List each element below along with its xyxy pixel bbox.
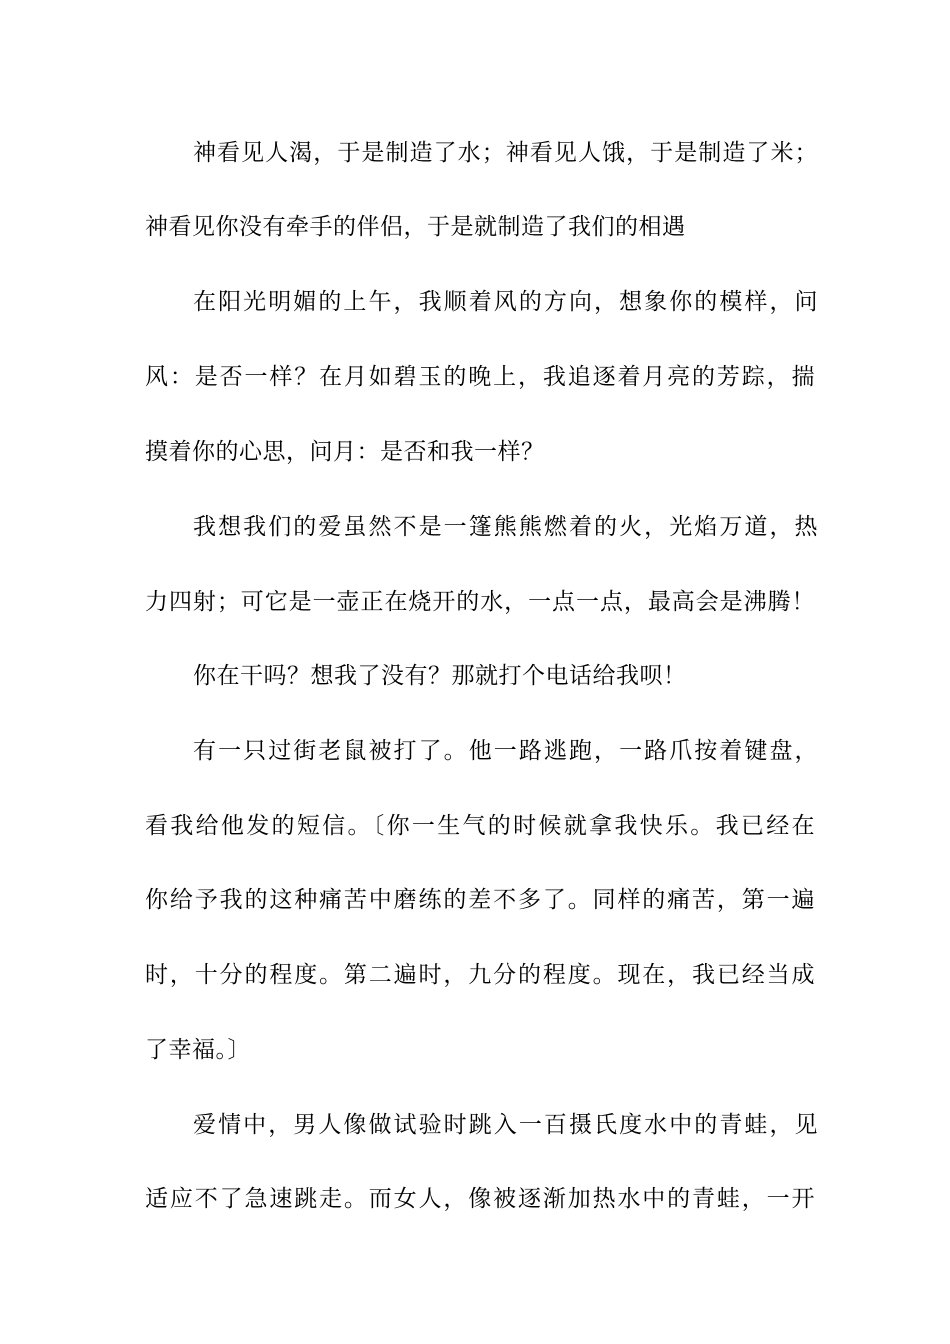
paragraph-1-line-2: 神看见你没有牵手的伴侣，于是就制造了我们的相遇 xyxy=(145,214,686,240)
paragraph-6-line-2: 适应不了急速跳走。而女人，像被逐渐加热水中的青蛙，一开 xyxy=(145,1186,815,1212)
paragraph-3-line-1: 我想我们的爱虽然不是一篷熊熊燃着的火，光焰万道，热 xyxy=(193,514,818,540)
paragraph-2-line-1: 在阳光明媚的上午，我顺着风的方向，想象你的模样，问 xyxy=(193,289,818,315)
paragraph-2-line-3: 摸着你的心思，问月：是否和我一样？ xyxy=(145,439,545,465)
paragraph-3-line-2: 力四射；可它是一壶正在烧开的水，一点一点，最高会是沸腾！ xyxy=(145,589,815,615)
paragraph-4-line-1: 你在干吗？想我了没有？那就打个电话给我呗！ xyxy=(193,663,687,689)
paragraph-5-line-2: 看我给他发的短信。〔你一生气的时候就拿我快乐。我已经在 xyxy=(145,813,815,839)
paragraph-5-line-4: 时，十分的程度。第二遍时，九分的程度。现在，我已经当成 xyxy=(145,962,815,988)
paragraph-6-line-1: 爱情中，男人像做试验时跳入一百摄氏度水中的青蛙，见 xyxy=(193,1112,818,1138)
paragraph-1-line-1: 神看见人渴，于是制造了水；神看见人饿，于是制造了米； xyxy=(193,140,818,166)
paragraph-5-line-5: 了幸福。〕 xyxy=(145,1037,251,1063)
paragraph-5-line-3: 你给予我的这种痛苦中磨练的差不多了。同样的痛苦，第一遍 xyxy=(145,887,815,913)
paragraph-2-line-2: 风：是否一样？在月如碧玉的晚上，我追逐着月亮的芳踪，揣 xyxy=(145,364,815,390)
paragraph-5-line-1: 有一只过街老鼠被打了。他一路逃跑，一路爪按着键盘， xyxy=(193,738,818,764)
